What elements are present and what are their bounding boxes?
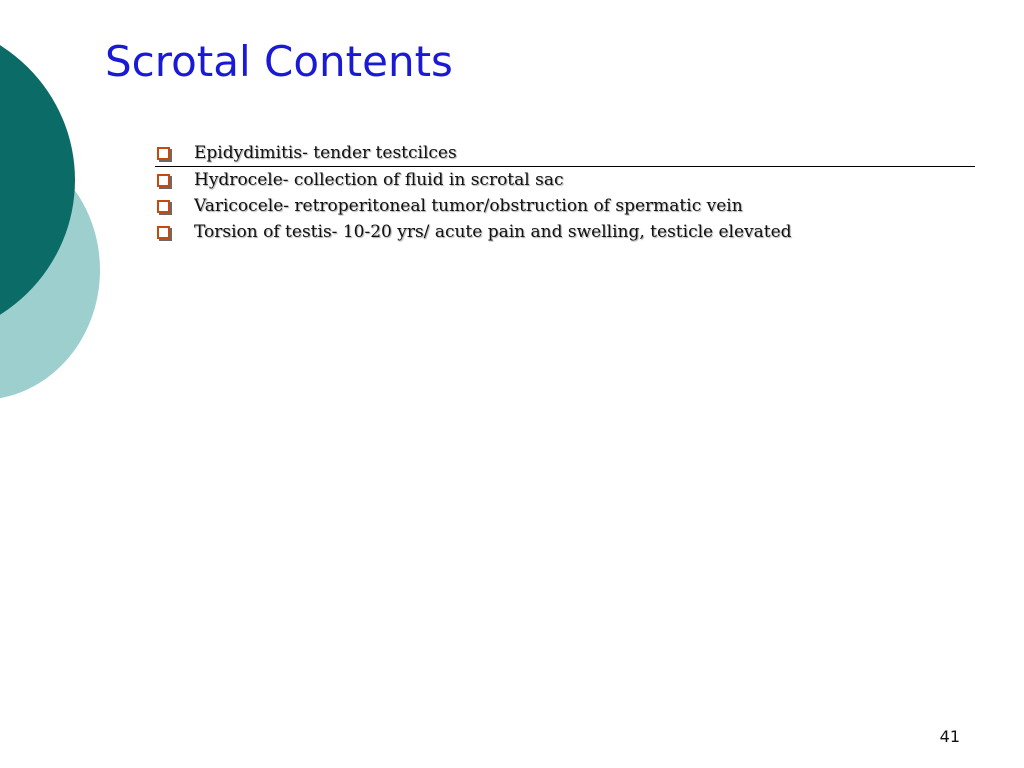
bullet-item xyxy=(155,193,975,219)
bullet-item xyxy=(155,167,975,193)
bullet-item xyxy=(155,219,975,245)
slide-title: Scrotal Contents xyxy=(105,37,453,86)
checkbox-bullet-icon xyxy=(157,174,170,187)
checkbox-bullet-icon xyxy=(157,200,170,213)
bullet-text: Varicocele- retroperitoneal tumor/obstruction of spermatic vein xyxy=(194,196,743,216)
checkbox-bullet-icon xyxy=(157,226,170,239)
bullet-list xyxy=(155,140,975,245)
bullet-text: Epidydimitis- tender testcilces xyxy=(194,143,457,163)
checkbox-bullet-icon xyxy=(157,147,170,160)
bullet-text: Torsion of testis- 10-20 yrs/ acute pain and swelling, testicle elevated xyxy=(194,222,792,242)
page-number: 41 xyxy=(939,727,960,746)
bullet-item xyxy=(155,140,975,167)
bullet-text: Hydrocele- collection of fluid in scrotal sac xyxy=(194,170,564,190)
